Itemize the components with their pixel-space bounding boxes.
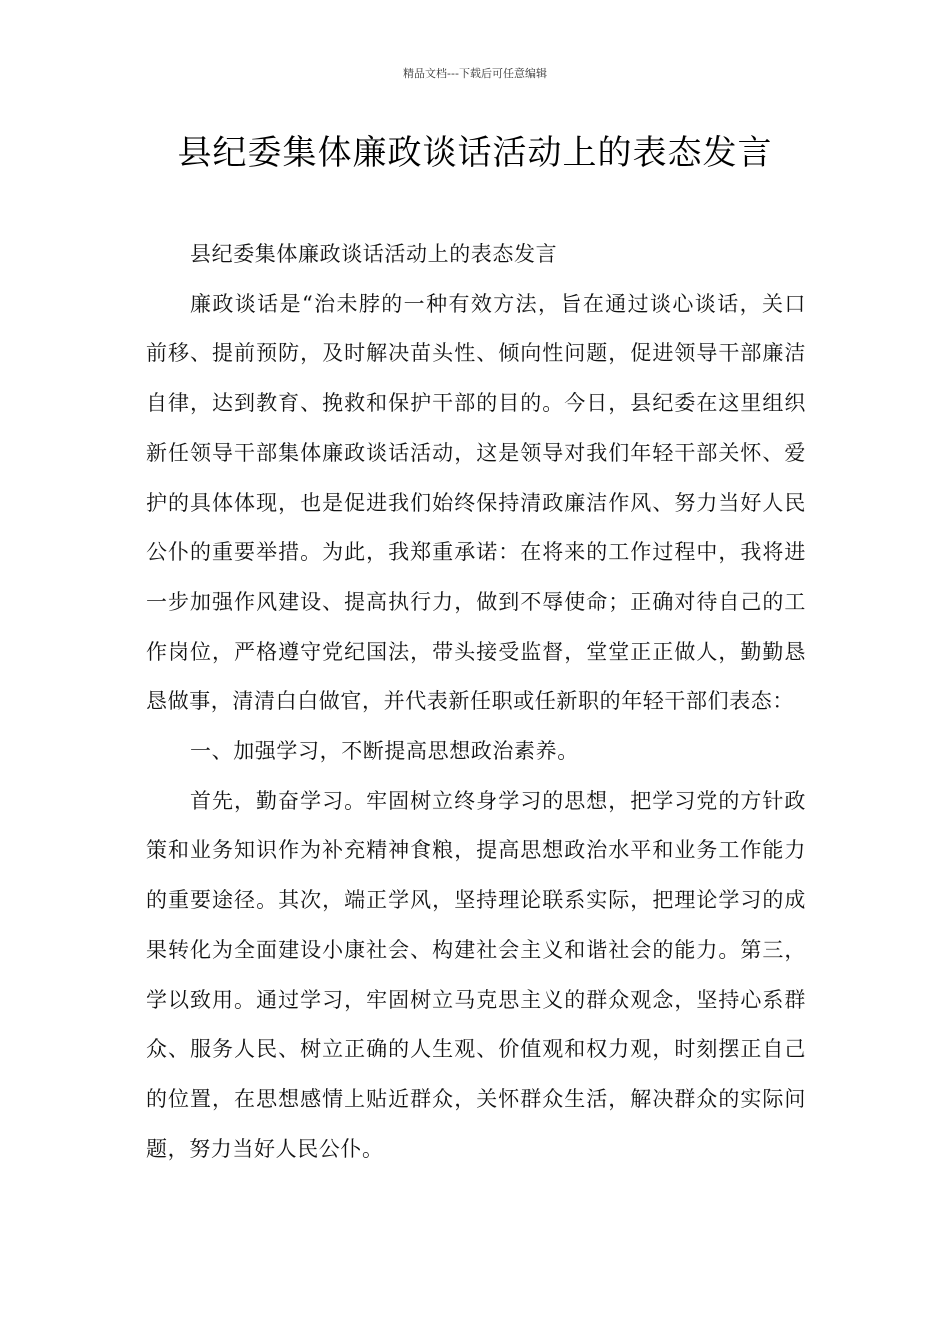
header-note: 精品文档---下载后可任意编辑 [403,67,547,80]
body-paragraph: 首先，勤奋学习。牢固树立终身学习的思想，把学习党的方针政策和业务知识作为补充精神食粮，提高思想政治水平和业务工作能力的重要途径。其次，端正学风，坚持理论联系实际，把理论学习的成果转化为全面建设小康社会、构建社会主义和谐社会的能力。第三，学以致用。通过学习，牢固树立马克思主义的群众观念，坚持心系群众、服务人民、树立正确的人生观、价值观和权力观，时刻摆正自己的位置，在思想感情上贴近群众，关怀群众生活，解决群众的实际问题，努力当好人民公仆。 [146,788,806,1161]
section-heading-paragraph: 一、加强学习，不断提高思想政治素养。 [190,739,579,764]
intro-paragraph: 廉政谈话是“治未脖的一种有效方法，旨在通过谈心谈话，关口前移、提前预防，及时解决苗头性、倾向性问题，促进领导干部廉洁自律，达到教育、挽救和保护干部的目的。今日，县纪委在这里组织新任领导干部集体廉政谈话活动，这是领导对我们年轻干部关怀、爱护的具体体现，也是促进我们始终保持清政廉洁作风、努力当好人民公仆的重要举措。为此，我郑重承诺：在将来的工作过程中，我将进一步加强作风建设、提高执行力，做到不辱使命；正确对待自己的工作岗位，严格遵守党纪国法，带头接受监督，堂堂正正做人，勤勤恳恳做事，清清白白做官，并代表新任职或任新职的年轻干部们表态： [146,291,806,714]
document-title: 县纪委集体廉政谈话活动上的表态发言 [177,133,773,173]
subtitle-paragraph: 县纪委集体廉政谈话活动上的表态发言 [190,242,558,266]
document-body [146,230,806,1174]
